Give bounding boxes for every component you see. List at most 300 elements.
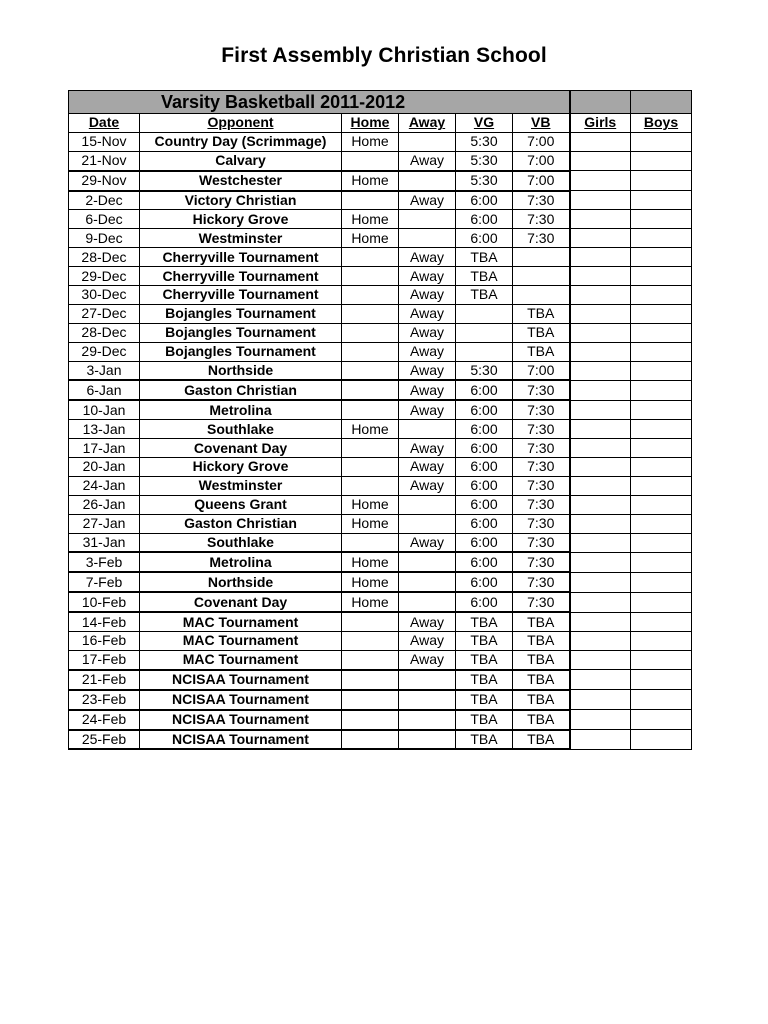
opponent-cell: MAC Tournament: [140, 632, 342, 651]
opponent-cell: Hickory Grove: [140, 458, 342, 477]
home-cell: Home: [342, 495, 399, 514]
boys-cell: [631, 632, 692, 651]
date-cell: 24-Jan: [69, 476, 140, 495]
vg-time-cell: 6:00: [456, 420, 513, 439]
away-cell: [399, 572, 456, 592]
boys-cell: [631, 248, 692, 267]
vg-time-cell: 6:00: [456, 380, 513, 400]
away-cell: Away: [399, 650, 456, 669]
date-cell: 15-Nov: [69, 132, 140, 151]
vb-time-cell: TBA: [513, 323, 570, 342]
boys-cell: [631, 380, 692, 400]
vg-time-cell: 6:00: [456, 191, 513, 210]
home-cell: [342, 361, 399, 380]
vb-time-cell: [513, 267, 570, 286]
home-cell: [342, 612, 399, 631]
boys-cell: [631, 458, 692, 477]
boys-cell: [631, 439, 692, 458]
boys-cell: [631, 361, 692, 380]
boys-cell: [631, 533, 692, 552]
girls-cell: [570, 380, 631, 400]
home-cell: [342, 710, 399, 730]
girls-cell: [570, 361, 631, 380]
home-cell: [342, 380, 399, 400]
vg-time-cell: 6:00: [456, 572, 513, 592]
date-cell: 21-Nov: [69, 151, 140, 170]
opponent-cell: Westminster: [140, 229, 342, 248]
boys-cell: [631, 342, 692, 361]
home-cell: [342, 286, 399, 305]
opponent-cell: NCISAA Tournament: [140, 670, 342, 690]
table-row: [69, 191, 692, 210]
boys-cell: [631, 552, 692, 572]
date-cell: 6-Jan: [69, 380, 140, 400]
away-cell: Away: [399, 323, 456, 342]
table-row: [69, 514, 692, 533]
vg-time-cell: 6:00: [456, 458, 513, 477]
vg-time-cell: [456, 304, 513, 323]
vb-time-cell: TBA: [513, 670, 570, 690]
header-date: Date: [69, 114, 140, 133]
boys-cell: [631, 495, 692, 514]
vb-time-cell: TBA: [513, 690, 570, 710]
vg-time-cell: 5:30: [456, 361, 513, 380]
girls-cell: [570, 439, 631, 458]
vg-time-cell: TBA: [456, 248, 513, 267]
table-row: [69, 380, 692, 400]
boys-cell: [631, 612, 692, 631]
boys-cell: [631, 650, 692, 669]
home-cell: Home: [342, 171, 399, 191]
opponent-cell: Covenant Day: [140, 439, 342, 458]
opponent-cell: Bojangles Tournament: [140, 304, 342, 323]
boys-cell: [631, 572, 692, 592]
date-cell: 14-Feb: [69, 612, 140, 631]
opponent-cell: Westminster: [140, 476, 342, 495]
opponent-cell: Calvary: [140, 151, 342, 170]
girls-cell: [570, 533, 631, 552]
vb-time-cell: TBA: [513, 730, 570, 750]
home-cell: Home: [342, 514, 399, 533]
table-row: [69, 229, 692, 248]
home-cell: Home: [342, 229, 399, 248]
table-banner-title: Varsity Basketball 2011-2012: [69, 91, 570, 114]
table-row: [69, 248, 692, 267]
vb-time-cell: 7:30: [513, 420, 570, 439]
header-away: Away: [399, 114, 456, 133]
girls-cell: [570, 650, 631, 669]
girls-cell: [570, 458, 631, 477]
girls-cell: [570, 495, 631, 514]
vb-time-cell: TBA: [513, 612, 570, 631]
date-cell: 13-Jan: [69, 420, 140, 439]
banner-boys-cell: [631, 91, 692, 114]
girls-cell: [570, 171, 631, 191]
date-cell: 28-Dec: [69, 248, 140, 267]
vb-time-cell: 7:30: [513, 514, 570, 533]
table-row: [69, 323, 692, 342]
vb-time-cell: 7:30: [513, 552, 570, 572]
vb-time-cell: 7:00: [513, 132, 570, 151]
away-cell: [399, 730, 456, 750]
girls-cell: [570, 592, 631, 612]
table-row: [69, 533, 692, 552]
away-cell: [399, 495, 456, 514]
table-row: [69, 476, 692, 495]
boys-cell: [631, 710, 692, 730]
date-cell: 23-Feb: [69, 690, 140, 710]
schedule-table: [68, 90, 692, 750]
away-cell: [399, 690, 456, 710]
home-cell: Home: [342, 132, 399, 151]
away-cell: Away: [399, 304, 456, 323]
opponent-cell: NCISAA Tournament: [140, 710, 342, 730]
girls-cell: [570, 304, 631, 323]
date-cell: 10-Jan: [69, 400, 140, 419]
opponent-cell: MAC Tournament: [140, 650, 342, 669]
vg-time-cell: 6:00: [456, 210, 513, 229]
boys-cell: [631, 210, 692, 229]
opponent-cell: Bojangles Tournament: [140, 342, 342, 361]
home-cell: [342, 439, 399, 458]
vg-time-cell: 6:00: [456, 552, 513, 572]
home-cell: Home: [342, 210, 399, 229]
opponent-cell: NCISAA Tournament: [140, 690, 342, 710]
boys-cell: [631, 323, 692, 342]
vb-time-cell: 7:30: [513, 210, 570, 229]
vb-time-cell: TBA: [513, 304, 570, 323]
home-cell: Home: [342, 420, 399, 439]
vb-time-cell: 7:30: [513, 592, 570, 612]
table-row: [69, 650, 692, 669]
opponent-cell: NCISAA Tournament: [140, 730, 342, 750]
table-row: [69, 171, 692, 191]
date-cell: 29-Dec: [69, 342, 140, 361]
opponent-cell: Queens Grant: [140, 495, 342, 514]
date-cell: 31-Jan: [69, 533, 140, 552]
home-cell: [342, 533, 399, 552]
page-title: First Assembly Christian School: [221, 44, 547, 67]
boys-cell: [631, 171, 692, 191]
boys-cell: [631, 304, 692, 323]
vg-time-cell: [456, 342, 513, 361]
opponent-cell: Metrolina: [140, 400, 342, 419]
header-vb: VB: [513, 114, 570, 133]
table-row: [69, 690, 692, 710]
girls-cell: [570, 670, 631, 690]
date-cell: 25-Feb: [69, 730, 140, 750]
girls-cell: [570, 476, 631, 495]
opponent-cell: Country Day (Scrimmage): [140, 132, 342, 151]
girls-cell: [570, 572, 631, 592]
vg-time-cell: 6:00: [456, 229, 513, 248]
vb-time-cell: TBA: [513, 342, 570, 361]
table-row: [69, 592, 692, 612]
table-row: [69, 304, 692, 323]
date-cell: 6-Dec: [69, 210, 140, 229]
table-row: [69, 361, 692, 380]
table-row: [69, 439, 692, 458]
vg-time-cell: 6:00: [456, 533, 513, 552]
home-cell: [342, 690, 399, 710]
away-cell: Away: [399, 533, 456, 552]
home-cell: [342, 304, 399, 323]
banner-girls-cell: [570, 91, 631, 114]
date-cell: 10-Feb: [69, 592, 140, 612]
vg-time-cell: 6:00: [456, 400, 513, 419]
home-cell: Home: [342, 572, 399, 592]
table-row: [69, 612, 692, 631]
table-row: [69, 552, 692, 572]
table-row: [69, 730, 692, 750]
opponent-cell: Cherryville Tournament: [140, 286, 342, 305]
vg-time-cell: 6:00: [456, 476, 513, 495]
vb-time-cell: 7:30: [513, 380, 570, 400]
away-cell: Away: [399, 342, 456, 361]
vg-time-cell: TBA: [456, 710, 513, 730]
date-cell: 28-Dec: [69, 323, 140, 342]
opponent-cell: Gaston Christian: [140, 514, 342, 533]
opponent-cell: Gaston Christian: [140, 380, 342, 400]
boys-cell: [631, 191, 692, 210]
vg-time-cell: TBA: [456, 650, 513, 669]
opponent-cell: Northside: [140, 572, 342, 592]
away-cell: Away: [399, 380, 456, 400]
opponent-cell: Cherryville Tournament: [140, 248, 342, 267]
home-cell: [342, 670, 399, 690]
boys-cell: [631, 420, 692, 439]
vb-time-cell: 7:30: [513, 400, 570, 419]
away-cell: [399, 514, 456, 533]
away-cell: [399, 210, 456, 229]
date-cell: 17-Jan: [69, 439, 140, 458]
away-cell: Away: [399, 439, 456, 458]
table-row: [69, 151, 692, 170]
away-cell: [399, 132, 456, 151]
boys-cell: [631, 132, 692, 151]
away-cell: Away: [399, 151, 456, 170]
header-girls: Girls: [570, 114, 631, 133]
opponent-cell: Cherryville Tournament: [140, 267, 342, 286]
vg-time-cell: 5:30: [456, 171, 513, 191]
boys-cell: [631, 267, 692, 286]
vb-time-cell: 7:30: [513, 229, 570, 248]
girls-cell: [570, 286, 631, 305]
vb-time-cell: 7:30: [513, 458, 570, 477]
date-cell: 9-Dec: [69, 229, 140, 248]
vb-time-cell: 7:30: [513, 476, 570, 495]
table-row: [69, 670, 692, 690]
vg-time-cell: 6:00: [456, 439, 513, 458]
away-cell: Away: [399, 612, 456, 631]
vg-time-cell: TBA: [456, 690, 513, 710]
boys-cell: [631, 670, 692, 690]
vb-time-cell: [513, 248, 570, 267]
vg-time-cell: TBA: [456, 286, 513, 305]
girls-cell: [570, 248, 631, 267]
home-cell: [342, 632, 399, 651]
vg-time-cell: 5:30: [456, 151, 513, 170]
vb-time-cell: TBA: [513, 632, 570, 651]
vb-time-cell: [513, 286, 570, 305]
vg-time-cell: 5:30: [456, 132, 513, 151]
opponent-cell: Southlake: [140, 420, 342, 439]
header-boys: Boys: [631, 114, 692, 133]
date-cell: 29-Dec: [69, 267, 140, 286]
table-row: [69, 458, 692, 477]
table-row: [69, 267, 692, 286]
away-cell: Away: [399, 248, 456, 267]
header-home: Home: [342, 114, 399, 133]
girls-cell: [570, 730, 631, 750]
date-cell: 17-Feb: [69, 650, 140, 669]
opponent-cell: Victory Christian: [140, 191, 342, 210]
home-cell: [342, 248, 399, 267]
home-cell: [342, 342, 399, 361]
date-cell: 3-Feb: [69, 552, 140, 572]
girls-cell: [570, 132, 631, 151]
away-cell: [399, 420, 456, 439]
vg-time-cell: 6:00: [456, 495, 513, 514]
vb-time-cell: 7:30: [513, 572, 570, 592]
home-cell: [342, 151, 399, 170]
girls-cell: [570, 514, 631, 533]
date-cell: 26-Jan: [69, 495, 140, 514]
opponent-cell: Westchester: [140, 171, 342, 191]
vb-time-cell: TBA: [513, 710, 570, 730]
vb-time-cell: 7:00: [513, 361, 570, 380]
away-cell: [399, 552, 456, 572]
date-cell: 24-Feb: [69, 710, 140, 730]
table-row: [69, 210, 692, 229]
girls-cell: [570, 710, 631, 730]
boys-cell: [631, 592, 692, 612]
girls-cell: [570, 210, 631, 229]
girls-cell: [570, 323, 631, 342]
table-row: [69, 286, 692, 305]
date-cell: 21-Feb: [69, 670, 140, 690]
away-cell: Away: [399, 191, 456, 210]
girls-cell: [570, 420, 631, 439]
away-cell: Away: [399, 400, 456, 419]
vb-time-cell: 7:00: [513, 151, 570, 170]
boys-cell: [631, 690, 692, 710]
boys-cell: [631, 151, 692, 170]
table-row: [69, 572, 692, 592]
header-vg: VG: [456, 114, 513, 133]
away-cell: Away: [399, 476, 456, 495]
girls-cell: [570, 151, 631, 170]
vg-time-cell: TBA: [456, 670, 513, 690]
vb-time-cell: 7:00: [513, 171, 570, 191]
table-header-row: [69, 114, 692, 133]
date-cell: 27-Jan: [69, 514, 140, 533]
vb-time-cell: 7:30: [513, 495, 570, 514]
table-row: [69, 400, 692, 419]
vg-time-cell: TBA: [456, 632, 513, 651]
opponent-cell: MAC Tournament: [140, 612, 342, 631]
date-cell: 20-Jan: [69, 458, 140, 477]
table-row: [69, 710, 692, 730]
home-cell: Home: [342, 592, 399, 612]
home-cell: [342, 267, 399, 286]
girls-cell: [570, 690, 631, 710]
home-cell: [342, 400, 399, 419]
date-cell: 16-Feb: [69, 632, 140, 651]
boys-cell: [631, 730, 692, 750]
boys-cell: [631, 286, 692, 305]
away-cell: [399, 171, 456, 191]
date-cell: 29-Nov: [69, 171, 140, 191]
home-cell: [342, 730, 399, 750]
home-cell: [342, 191, 399, 210]
opponent-cell: Metrolina: [140, 552, 342, 572]
opponent-cell: Hickory Grove: [140, 210, 342, 229]
away-cell: Away: [399, 632, 456, 651]
opponent-cell: Covenant Day: [140, 592, 342, 612]
date-cell: 30-Dec: [69, 286, 140, 305]
vg-time-cell: TBA: [456, 612, 513, 631]
date-cell: 7-Feb: [69, 572, 140, 592]
girls-cell: [570, 267, 631, 286]
table-row: [69, 420, 692, 439]
home-cell: [342, 650, 399, 669]
girls-cell: [570, 229, 631, 248]
header-opponent: Opponent: [140, 114, 342, 133]
table-row: [69, 132, 692, 151]
table-row: [69, 495, 692, 514]
vg-time-cell: 6:00: [456, 514, 513, 533]
away-cell: [399, 592, 456, 612]
girls-cell: [570, 552, 631, 572]
table-banner-row: [69, 91, 692, 114]
girls-cell: [570, 191, 631, 210]
vb-time-cell: 7:30: [513, 439, 570, 458]
away-cell: Away: [399, 267, 456, 286]
boys-cell: [631, 229, 692, 248]
table-row: [69, 342, 692, 361]
away-cell: [399, 710, 456, 730]
boys-cell: [631, 514, 692, 533]
home-cell: Home: [342, 552, 399, 572]
vg-time-cell: [456, 323, 513, 342]
girls-cell: [570, 342, 631, 361]
away-cell: [399, 670, 456, 690]
home-cell: [342, 323, 399, 342]
away-cell: Away: [399, 286, 456, 305]
away-cell: [399, 229, 456, 248]
table-row: [69, 632, 692, 651]
date-cell: 27-Dec: [69, 304, 140, 323]
away-cell: Away: [399, 458, 456, 477]
vb-time-cell: 7:30: [513, 533, 570, 552]
date-cell: 3-Jan: [69, 361, 140, 380]
girls-cell: [570, 400, 631, 419]
vg-time-cell: TBA: [456, 267, 513, 286]
home-cell: [342, 458, 399, 477]
boys-cell: [631, 476, 692, 495]
girls-cell: [570, 632, 631, 651]
vb-time-cell: TBA: [513, 650, 570, 669]
vb-time-cell: 7:30: [513, 191, 570, 210]
vg-time-cell: TBA: [456, 730, 513, 750]
date-cell: 2-Dec: [69, 191, 140, 210]
boys-cell: [631, 400, 692, 419]
girls-cell: [570, 612, 631, 631]
opponent-cell: Southlake: [140, 533, 342, 552]
home-cell: [342, 476, 399, 495]
vg-time-cell: 6:00: [456, 592, 513, 612]
